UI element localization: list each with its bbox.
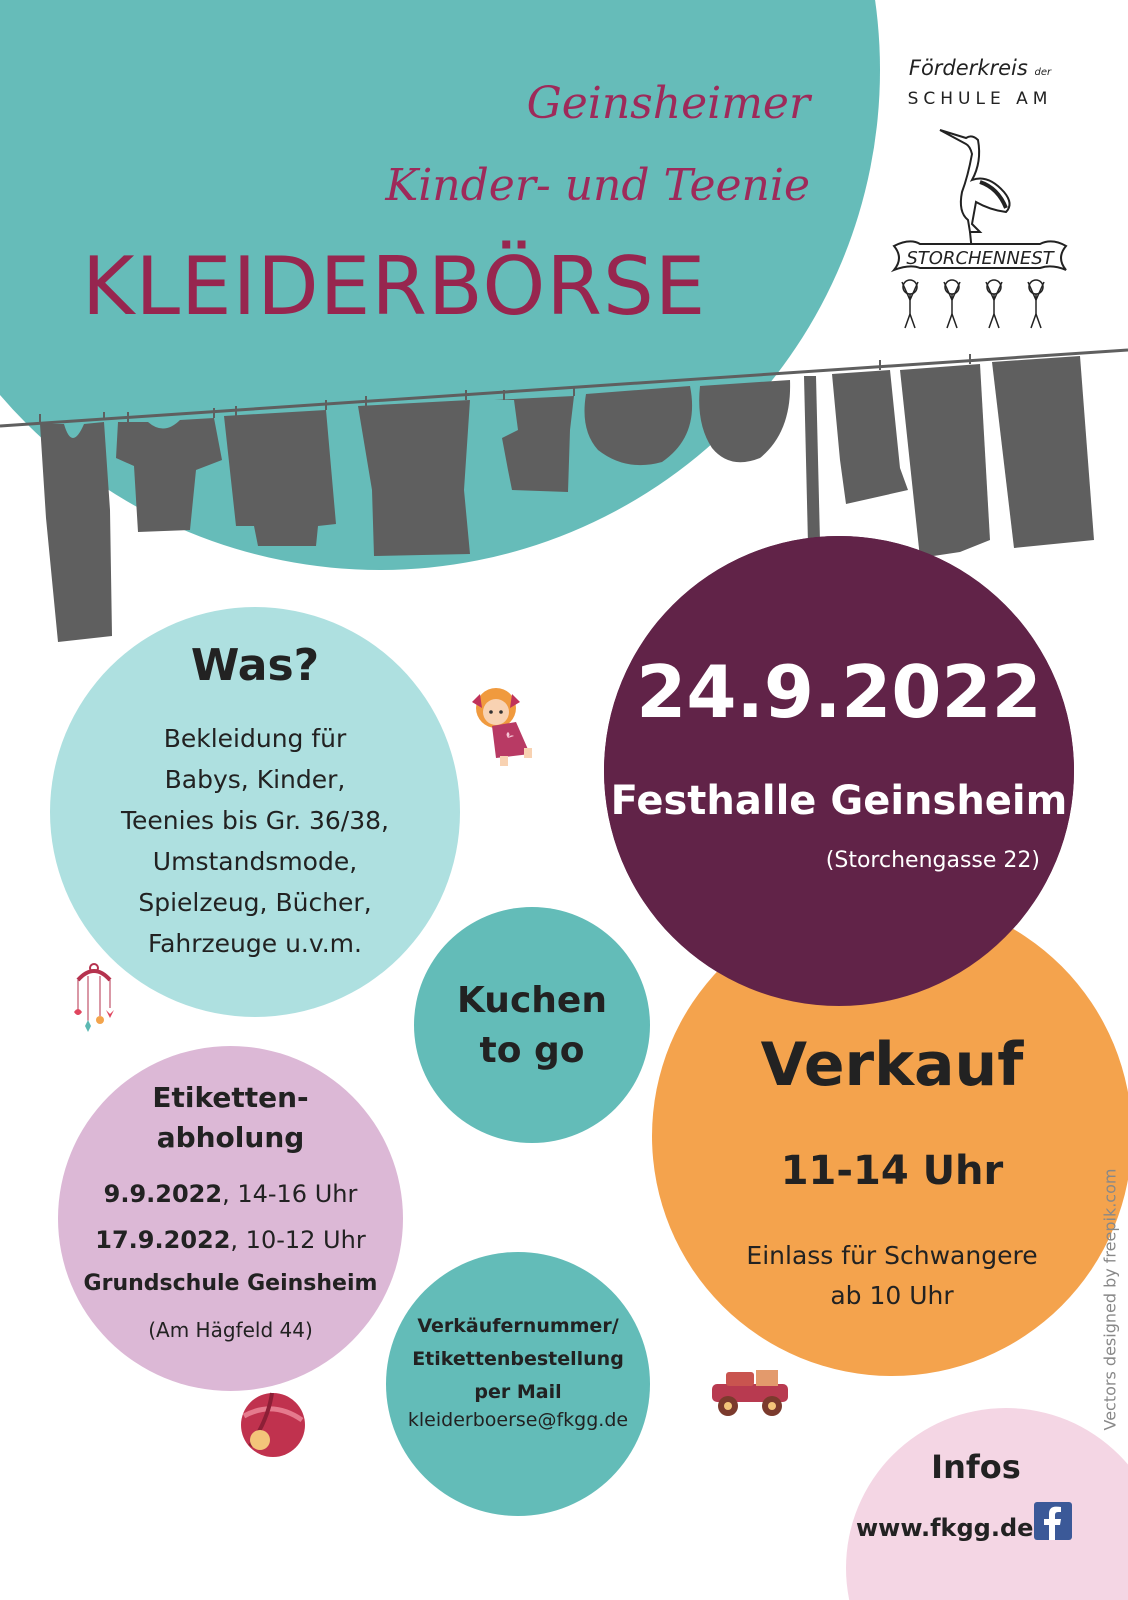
was-line: Umstandsmode, bbox=[152, 847, 358, 876]
event-date: 24.9.2022 bbox=[636, 650, 1042, 734]
mail-line: Verkäufernummer/ bbox=[417, 1315, 619, 1337]
pickup-date: 17.9.2022 bbox=[95, 1226, 231, 1254]
toy-car-icon bbox=[708, 1360, 792, 1420]
was-heading: Was? bbox=[190, 640, 320, 691]
main-title: KLEIDERBÖRSE bbox=[82, 240, 707, 333]
mail-address-link[interactable]: kleiderboerse@fkgg.de bbox=[407, 1409, 629, 1431]
kuchen-line: Kuchen bbox=[457, 980, 607, 1021]
doll-icon bbox=[462, 678, 552, 768]
kuchen-to-go bbox=[414, 976, 650, 1076]
pickup-date-row bbox=[58, 1217, 403, 1263]
facebook-glyph bbox=[1034, 1502, 1072, 1540]
etiketten-heading-line: Etiketten- bbox=[152, 1081, 309, 1114]
was-description bbox=[50, 718, 460, 964]
einlass-line: Einlass für Schwangere bbox=[746, 1241, 1038, 1270]
infos-circle bbox=[846, 1408, 1128, 1600]
etiketten-heading-line: abholung bbox=[156, 1121, 305, 1154]
pickup-time: , 10-12 Uhr bbox=[230, 1226, 366, 1254]
verkauf-heading: Verkauf bbox=[760, 1030, 1024, 1100]
vector-credit: Vectors designed by freepik.com bbox=[1100, 1168, 1120, 1431]
mail-line: Etikettenbestellung bbox=[412, 1348, 624, 1370]
was-line: Fahrzeuge u.v.m. bbox=[148, 929, 362, 958]
einlass-note bbox=[652, 1236, 1128, 1316]
pickup-school-address: (Am Hägfeld 44) bbox=[148, 1318, 313, 1342]
was-line: Spielzeug, Bücher, bbox=[138, 888, 372, 917]
facebook-icon[interactable] bbox=[1034, 1502, 1072, 1540]
was-line: Teenies bis Gr. 36/38, bbox=[121, 806, 389, 835]
was-line: Bekleidung für bbox=[163, 724, 347, 753]
logo-banner-text: STORCHENNEST bbox=[906, 248, 1054, 269]
pickup-dates bbox=[58, 1171, 403, 1263]
mail-line: per Mail bbox=[474, 1381, 562, 1403]
pickup-date-row bbox=[58, 1171, 403, 1217]
baby-mobile-icon bbox=[58, 960, 128, 1050]
kuchen-line: to go bbox=[479, 1030, 585, 1071]
event-address: (Storchengasse 22) bbox=[825, 848, 1040, 873]
foerderkreis-logo bbox=[880, 52, 1080, 342]
was-line: Babys, Kinder, bbox=[164, 765, 346, 794]
date-circle-overlay bbox=[604, 536, 1074, 1006]
etiketten-heading bbox=[58, 1078, 403, 1158]
ball-icon bbox=[238, 1390, 308, 1460]
logo-arc-text: SCHULE AM bbox=[907, 89, 1053, 109]
event-venue: Festhalle Geinsheim bbox=[610, 778, 1068, 824]
subtitle-kinder-teenie: Kinder- und Teenie bbox=[385, 160, 810, 211]
stork-logo-icon bbox=[880, 52, 1080, 342]
infos-heading: Infos bbox=[931, 1448, 1021, 1486]
pickup-school: Grundschule Geinsheim bbox=[83, 1271, 378, 1296]
mail-info bbox=[386, 1310, 650, 1409]
logo-title: Förderkreis der bbox=[908, 56, 1052, 80]
verkauf-time: 11-14 Uhr bbox=[780, 1148, 1004, 1194]
website-link[interactable]: www.fkgg.de bbox=[856, 1514, 1034, 1542]
pickup-time: , 14-16 Uhr bbox=[222, 1180, 358, 1208]
subtitle-geinsheimer: Geinsheimer bbox=[526, 78, 810, 129]
pickup-date: 9.9.2022 bbox=[103, 1180, 223, 1208]
einlass-line: ab 10 Uhr bbox=[830, 1281, 954, 1310]
